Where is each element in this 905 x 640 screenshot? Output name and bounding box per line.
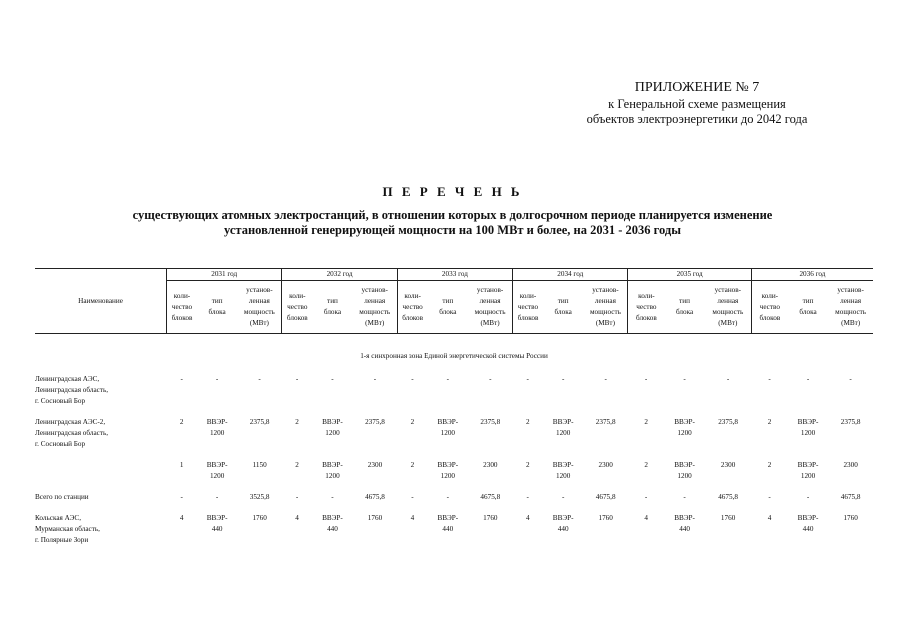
column-header-count: коли- чество блоков <box>751 281 787 334</box>
station-name: Кольская АЭС, Мурманская область, г. Полярные Зори <box>35 514 100 544</box>
unit-type: - <box>806 375 810 383</box>
installed-power: 2375,8 <box>840 418 861 426</box>
unit-type: ВВЭР- 440 <box>437 514 459 533</box>
installed-power: - <box>489 375 492 383</box>
column-header-type: тип блока <box>788 281 828 334</box>
unit-count: - <box>526 375 529 383</box>
unit-type: - <box>683 493 686 501</box>
column-header-year: 2034 год <box>513 269 628 281</box>
unit-count: - <box>180 375 183 383</box>
unit-count: - <box>295 375 299 383</box>
unit-count: - <box>644 375 648 383</box>
spacer-cell <box>35 503 873 513</box>
column-header-count: коли- чество блоков <box>167 281 197 334</box>
column-header-year: 2032 год <box>282 269 397 281</box>
unit-type: - <box>806 493 810 501</box>
appendix-line-2: объектов электроэнергетики до 2042 года <box>586 112 808 126</box>
unit-type: ВВЭР- 1200 <box>674 418 695 437</box>
unit-count: 2 <box>644 418 648 426</box>
unit-type: ВВЭР- 440 <box>674 514 695 533</box>
row-spacer <box>35 546 873 556</box>
installed-power: 1760 <box>598 514 613 522</box>
zone-row <box>35 334 873 375</box>
unit-type: ВВЭР- 440 <box>552 514 574 533</box>
column-header-type: тип блока <box>312 281 352 334</box>
installed-power: 2375,8 <box>249 418 270 426</box>
appendix-block <box>547 78 847 127</box>
unit-type: ВВЭР- 440 <box>206 514 228 533</box>
installed-power: 4675,8 <box>840 493 861 501</box>
unit-type: - <box>683 375 686 383</box>
unit-count: 4 <box>410 514 415 522</box>
appendix-line-1: к Генеральной схеме размещения <box>608 97 786 111</box>
unit-count: - <box>411 375 414 383</box>
table-row <box>35 460 873 482</box>
unit-type: ВВЭР- 1200 <box>797 418 819 437</box>
table-row <box>35 492 873 503</box>
column-header-type: тип блока <box>197 281 237 334</box>
unit-count: 2 <box>525 461 530 469</box>
unit-type: - <box>561 375 565 383</box>
row-spacer <box>35 407 873 417</box>
row-spacer <box>35 503 873 513</box>
header-years-row <box>35 269 873 281</box>
document-subtitle-line-1: существующих атомных электростанций, в отношении которых в долгосрочном периоде планируется изменение <box>132 208 773 222</box>
unit-type: - <box>446 375 450 383</box>
installed-power: 2375,8 <box>595 418 616 426</box>
column-header-power: установ- ленная мощность (МВт) <box>828 281 873 334</box>
unit-count: 2 <box>410 461 415 469</box>
row-spacer <box>35 482 873 492</box>
installed-power: 1760 <box>720 514 736 522</box>
unit-count: - <box>411 493 414 501</box>
installed-power: 4675,8 <box>365 493 385 501</box>
installed-power: 2300 <box>598 461 613 469</box>
installed-power: 4675,8 <box>718 493 738 501</box>
unit-type: ВВЭР- 1200 <box>437 461 459 480</box>
unit-type: ВВЭР- 1200 <box>206 418 228 437</box>
unit-type: ВВЭР- 1200 <box>797 461 819 480</box>
installed-power: 4675,8 <box>595 493 616 501</box>
installed-power: 2300 <box>720 461 736 469</box>
station-name: Ленинградская АЭС-2, Ленинградская область, г. Сосновый Бор <box>35 418 109 448</box>
unit-count: 4 <box>767 514 772 522</box>
column-header-year: 2035 год <box>628 269 751 281</box>
installed-power: 2375,8 <box>718 418 738 426</box>
installed-power: 3525,8 <box>249 493 270 501</box>
unit-type: ВВЭР- 1200 <box>674 461 695 480</box>
station-name: Всего по станции <box>35 493 89 501</box>
zone-label: 1-я синхронная зона Единой энергетической системы России <box>360 351 548 360</box>
installed-power: - <box>373 375 377 383</box>
table-row <box>35 374 873 407</box>
unit-type: - <box>331 375 334 383</box>
document-subtitle-line-2: установленной генерирующей мощности на 100 МВт и более, на 2031 - 2036 годы <box>224 223 681 237</box>
column-header-year: 2036 год <box>751 269 873 281</box>
installed-power: 2300 <box>483 461 498 469</box>
installed-power: 2375,8 <box>480 418 501 426</box>
column-header-type: тип блока <box>428 281 468 334</box>
unit-type: ВВЭР- 1200 <box>552 418 574 437</box>
installed-power: 1760 <box>483 514 498 522</box>
unit-type: - <box>215 375 219 383</box>
spacer-cell <box>35 546 873 556</box>
npp-table <box>35 268 873 556</box>
spacer-cell <box>35 482 873 492</box>
unit-count: 2 <box>179 418 184 426</box>
installed-power: 4675,8 <box>480 493 501 501</box>
unit-count: 2 <box>644 461 648 469</box>
unit-count: 2 <box>295 418 299 426</box>
station-name <box>35 460 167 482</box>
document-title: П Е Р Е Ч Е Н Ь <box>382 184 523 199</box>
document-subtitle <box>60 208 845 238</box>
column-header-type: тип блока <box>543 281 583 334</box>
unit-type: ВВЭР- 440 <box>322 514 343 533</box>
column-header-type: тип блока <box>664 281 704 334</box>
installed-power: 1760 <box>843 514 858 522</box>
installed-power: 1760 <box>252 514 267 522</box>
unit-type: - <box>561 493 565 501</box>
unit-count: 2 <box>410 418 415 426</box>
unit-count: 4 <box>295 514 299 522</box>
unit-count: - <box>180 493 183 501</box>
unit-count: 1 <box>179 461 184 469</box>
installed-power: 2300 <box>843 461 858 469</box>
unit-count: - <box>526 493 529 501</box>
column-header-power: установ- ленная мощность (МВт) <box>353 281 398 334</box>
installed-power: 1760 <box>367 514 383 522</box>
unit-type: - <box>331 493 334 501</box>
unit-type: ВВЭР- 1200 <box>322 461 343 480</box>
unit-count: 4 <box>179 514 184 522</box>
unit-type: ВВЭР- 440 <box>797 514 819 533</box>
unit-count: 4 <box>525 514 530 522</box>
spacer-cell <box>35 450 873 460</box>
installed-power: 2375,8 <box>365 418 385 426</box>
appendix-title: ПРИЛОЖЕНИЕ № 7 <box>634 80 760 95</box>
installed-power: - <box>604 375 607 383</box>
row-spacer <box>35 450 873 460</box>
column-header-count: коли- чество блоков <box>282 281 312 334</box>
unit-type: ВВЭР- 1200 <box>552 461 574 480</box>
column-header-power: установ- ленная мощность (МВт) <box>237 281 282 334</box>
unit-count: - <box>768 375 771 383</box>
unit-count: 2 <box>525 418 530 426</box>
spacer-cell <box>35 407 873 417</box>
station-name: Ленинградская АЭС, Ленинградская область, г. Сосновый Бор <box>35 375 109 405</box>
unit-count: 4 <box>644 514 648 522</box>
table-row <box>35 417 873 450</box>
unit-type: - <box>446 493 450 501</box>
installed-power: - <box>258 375 261 383</box>
column-header-power: установ- ленная мощность (МВт) <box>583 281 628 334</box>
unit-count: - <box>644 493 648 501</box>
installed-power: - <box>726 375 730 383</box>
installed-power: 2300 <box>367 461 383 469</box>
unit-type: ВВЭР- 1200 <box>322 418 343 437</box>
unit-count: 2 <box>767 418 772 426</box>
unit-type: ВВЭР- 1200 <box>437 418 459 437</box>
column-header-year: 2031 год <box>167 269 282 281</box>
column-header-count: коли- чество блоков <box>513 281 543 334</box>
unit-type: ВВЭР- 1200 <box>206 461 228 480</box>
table-row <box>35 513 873 546</box>
column-header-year: 2033 год <box>397 269 512 281</box>
unit-type: - <box>215 493 219 501</box>
unit-count: - <box>768 493 771 501</box>
column-header-name: Наименование <box>35 269 167 334</box>
column-header-power: установ- ленная мощность (МВт) <box>468 281 513 334</box>
installed-power: - <box>849 375 852 383</box>
column-header-count: коли- чество блоков <box>397 281 427 334</box>
unit-count: 2 <box>295 461 299 469</box>
installed-power: 1150 <box>252 461 267 469</box>
column-header-power: установ- ленная мощность (МВт) <box>705 281 752 334</box>
unit-count: - <box>295 493 299 501</box>
unit-count: 2 <box>767 461 772 469</box>
column-header-count: коли- чество блоков <box>628 281 664 334</box>
